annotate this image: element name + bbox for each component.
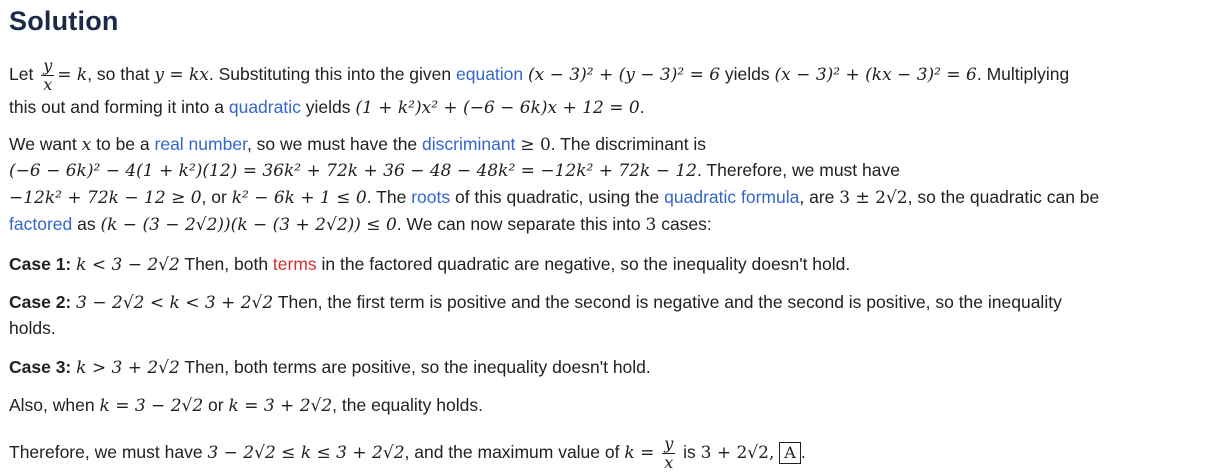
link-quadratic[interactable]: quadratic <box>228 97 301 117</box>
numerator: y <box>43 56 53 75</box>
math: y = kx <box>154 65 209 86</box>
text: of this quadratic, using the <box>454 187 660 207</box>
text: , or <box>201 187 227 207</box>
case-label: Case 2: <box>9 292 72 312</box>
answer-box: A <box>779 442 801 464</box>
numerator: y <box>664 434 674 453</box>
math: (k − (3 − 2√2))(k − (3 + 2√2)) ≤ 0 <box>100 215 397 235</box>
text: Also, when <box>9 395 95 415</box>
paragraph-2-line-4 <box>9 212 712 237</box>
text: as <box>77 214 96 234</box>
text: , so that <box>87 64 150 85</box>
text: . The discriminant is <box>550 134 707 154</box>
text: Then, both terms are positive, so the inequality doesn't hold. <box>184 357 651 377</box>
math: k = 3 + 2√2 <box>228 396 333 416</box>
text: holds. <box>9 318 56 338</box>
link-equation[interactable]: equation <box>456 64 524 85</box>
link-discriminant[interactable]: discriminant <box>422 134 516 154</box>
case-1 <box>9 252 850 277</box>
case-2-line-2 <box>9 316 56 340</box>
math: k² − 6k + 1 ≤ 0 <box>231 188 367 208</box>
case-label: Case 3: <box>9 357 72 377</box>
text: , are <box>799 187 835 207</box>
text: this out and forming it into a <box>9 97 224 117</box>
paragraph-1-line-2 <box>9 95 645 120</box>
case-3 <box>9 355 651 380</box>
conclusion <box>9 435 806 472</box>
paragraph-1-line-1 <box>9 57 1069 94</box>
text: , so the quadratic can be <box>907 187 1100 207</box>
case-label: Case 1: <box>9 254 72 274</box>
math: (x − 3)² + (y − 3)² = 6 <box>528 65 721 86</box>
math: k > 3 + 2√2 <box>76 358 180 378</box>
math: (1 + k²)x² + (−6 − 6k)x + 12 = 0 <box>355 98 640 118</box>
math: k = <box>624 443 655 464</box>
text: . <box>639 97 645 117</box>
math: 3 <box>645 215 657 235</box>
link-factored[interactable]: factored <box>9 214 73 234</box>
math: 3 − 2√2 < k < 3 + 2√2 <box>76 293 274 313</box>
text: yields <box>724 64 770 85</box>
link-roots[interactable]: roots <box>411 187 451 207</box>
math: −12k² + 72k − 12 ≥ 0 <box>9 188 202 208</box>
link-quadratic-formula[interactable]: quadratic formula <box>664 187 800 207</box>
solution-heading: Solution <box>9 6 119 36</box>
text: or <box>208 395 224 415</box>
fraction-y-over-x <box>662 435 675 472</box>
math: (−6 − 6k)² − 4(1 + k²)(12) = 36k² + 72k + 36 − 48 − 48k² = −12k² + 72k − 12 <box>9 161 697 181</box>
equality-note <box>9 393 483 418</box>
fraction-y-over-x <box>41 57 54 94</box>
text: is <box>683 442 696 463</box>
math: = k <box>57 65 88 86</box>
text: Then, the first term is positive and the second is negative and the second is positive, so the inequality <box>277 292 1062 312</box>
text: We want <box>9 134 77 154</box>
text: . Substituting this into the given <box>208 64 452 85</box>
text: . Therefore, we must have <box>697 160 900 180</box>
link-terms[interactable]: terms <box>272 254 317 274</box>
text: to be a <box>96 134 150 154</box>
math: ≥ 0 <box>520 135 551 155</box>
math: k < 3 − 2√2 <box>76 255 180 275</box>
paragraph-2-line-2 <box>9 158 900 183</box>
text: yields <box>305 97 351 117</box>
denominator: x <box>41 75 54 94</box>
math: k = 3 − 2√2 <box>99 396 204 416</box>
text: Therefore, we must have <box>9 442 203 463</box>
math: 3 ± 2√2 <box>839 188 908 208</box>
text: , the equality holds. <box>332 395 483 415</box>
text: cases: <box>661 214 712 234</box>
text: . <box>800 442 806 463</box>
paragraph-2-line-1 <box>9 132 706 157</box>
text: Let <box>9 64 34 85</box>
link-real-number[interactable]: real number <box>154 134 247 154</box>
text: . Multiplying <box>976 64 1070 85</box>
math: (x − 3)² + (kx − 3)² = 6 <box>774 65 977 86</box>
paragraph-2-line-3 <box>9 185 1099 210</box>
text: in the factored quadratic are negative, so the inequality doesn't hold. <box>321 254 851 274</box>
text: . We can now separate this into <box>396 214 641 234</box>
math: 3 + 2√2, <box>700 443 775 464</box>
text: , and the maximum value of <box>404 442 620 463</box>
text: Then, both <box>184 254 269 274</box>
text: , so we must have the <box>246 134 418 154</box>
math: x <box>81 135 92 155</box>
math: 3 − 2√2 ≤ k ≤ 3 + 2√2 <box>207 443 405 464</box>
denominator: x <box>662 453 675 472</box>
text: . The <box>366 187 407 207</box>
case-2-line-1 <box>9 290 1062 315</box>
